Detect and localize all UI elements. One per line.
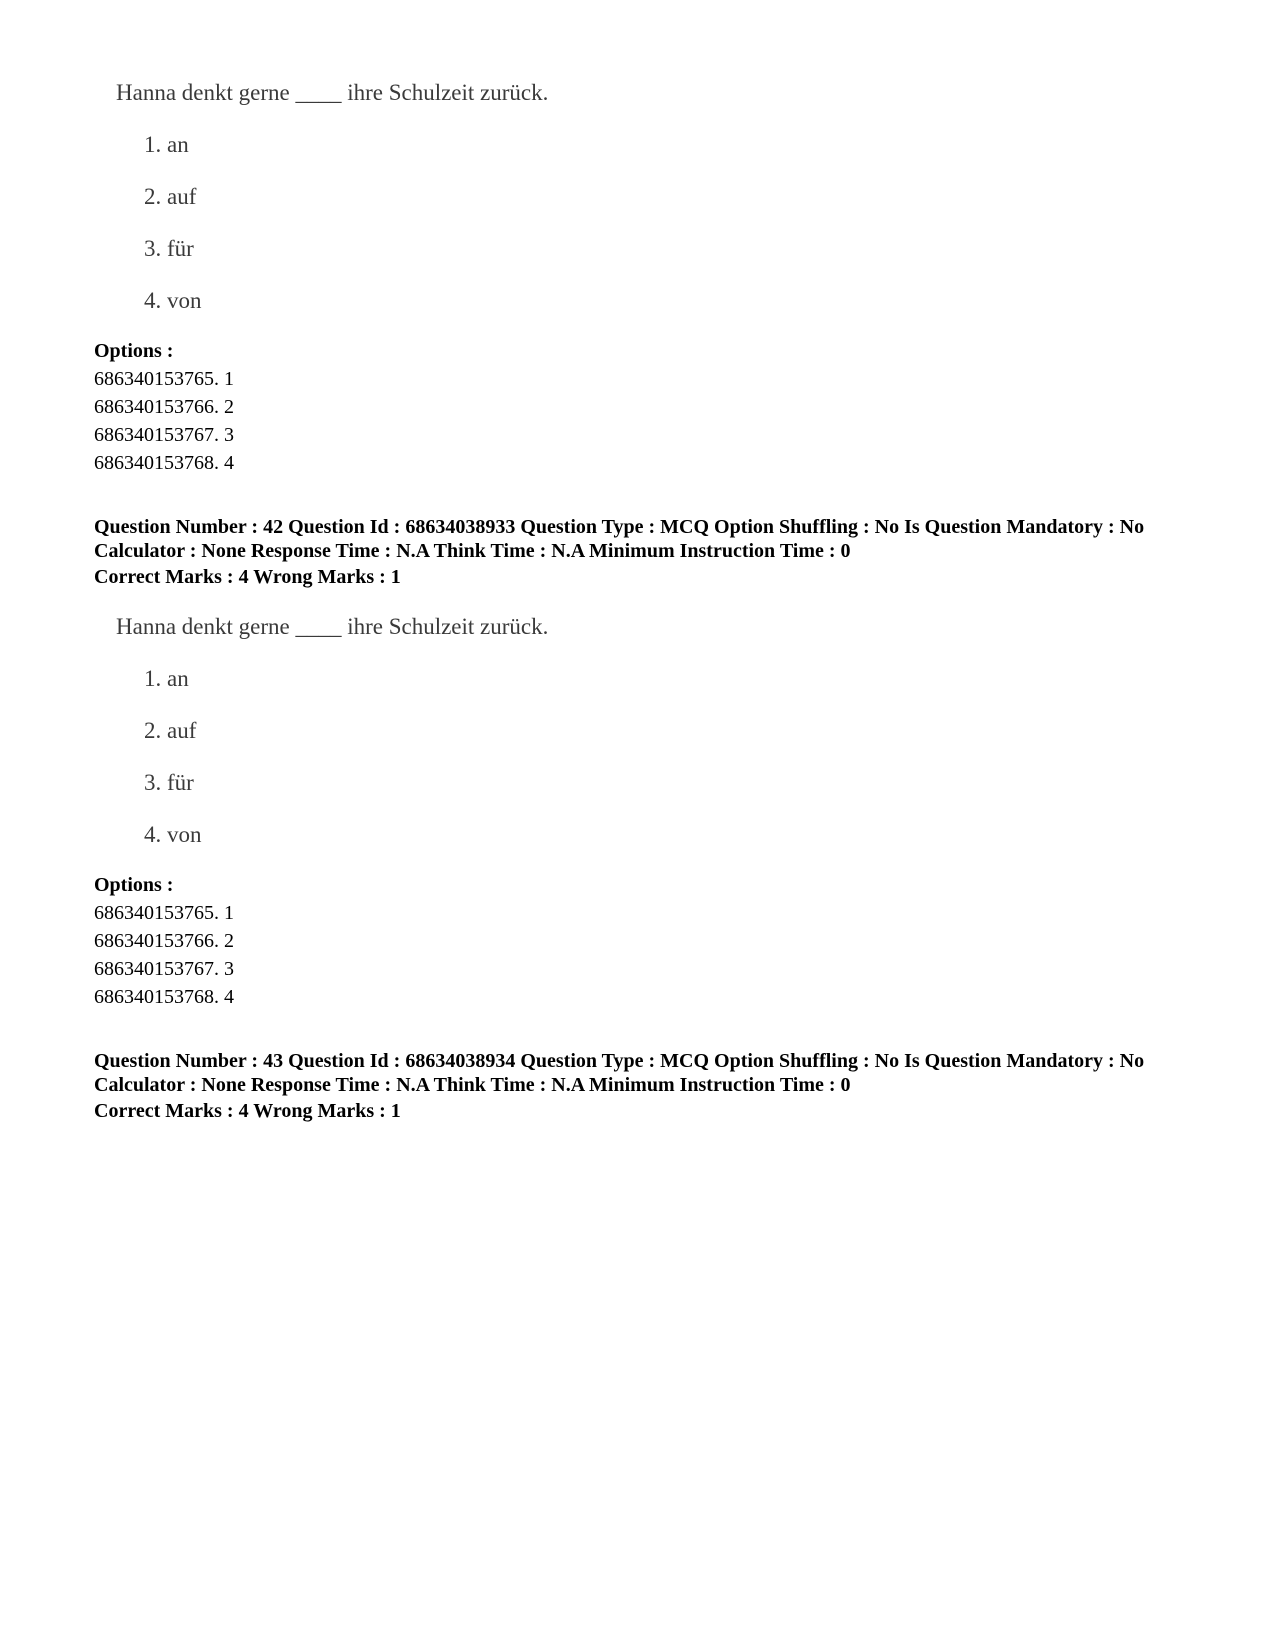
choice-item: 1. an bbox=[144, 666, 189, 691]
options-heading: Options : bbox=[94, 874, 174, 896]
choice-item: 4. von bbox=[144, 822, 202, 847]
option-item: 686340153766. 2 bbox=[94, 930, 234, 952]
option-item: 686340153768. 4 bbox=[94, 986, 234, 1008]
option-item: 686340153768. 4 bbox=[94, 452, 234, 474]
question-stem: Hanna denkt gerne ____ ihre Schulzeit zurück. bbox=[116, 614, 549, 639]
option-item: 686340153767. 3 bbox=[94, 424, 234, 446]
question-image bbox=[90, 80, 650, 330]
choice-item: 2. auf bbox=[144, 718, 197, 743]
question-meta: Question Number : 43 Question Id : 68634038934 Question Type : MCQ Option Shuffling : No Is Question Mandatory : No Calculator : None Response Time : N.A Think Time : N.A Minimum Instruction Time : 0 bbox=[94, 1050, 1145, 1096]
choice-item: 3. für bbox=[144, 770, 194, 795]
option-item: 686340153765. 1 bbox=[94, 902, 234, 924]
question-meta: Question Number : 42 Question Id : 68634038933 Question Type : MCQ Option Shuffling : No Is Question Mandatory : No Calculator : None Response Time : N.A Think Time : N.A Minimum Instruction Time : 0 bbox=[94, 516, 1145, 562]
question-marks: Correct Marks : 4 Wrong Marks : 1 bbox=[94, 1100, 401, 1122]
choice-item: 1. an bbox=[144, 132, 189, 157]
question-stem: Hanna denkt gerne ____ ihre Schulzeit zurück. bbox=[116, 80, 549, 105]
choice-item: 2. auf bbox=[144, 184, 197, 209]
option-item: 686340153765. 1 bbox=[94, 368, 234, 390]
option-item: 686340153767. 3 bbox=[94, 958, 234, 980]
choice-item: 3. für bbox=[144, 236, 194, 261]
question-image bbox=[90, 614, 650, 864]
options-heading: Options : bbox=[94, 340, 174, 362]
question-marks: Correct Marks : 4 Wrong Marks : 1 bbox=[94, 566, 401, 588]
option-item: 686340153766. 2 bbox=[94, 396, 234, 418]
choice-item: 4. von bbox=[144, 288, 202, 313]
